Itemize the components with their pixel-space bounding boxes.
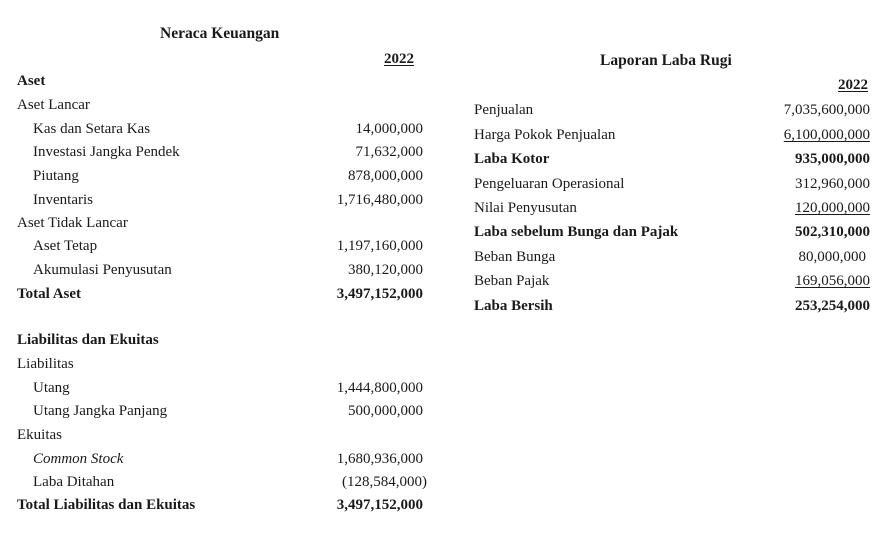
balance-sheet-title: Neraca Keuangan: [160, 25, 280, 42]
income-statement-year: 2022: [838, 77, 868, 93]
row-value: 14,000,000: [355, 121, 423, 137]
liabilities-label: Liabilitas: [17, 356, 74, 372]
row-value: 1,680,936,000: [336, 451, 423, 467]
equity-label: Ekuitas: [17, 427, 62, 443]
row-label: Harga Pokok Penjualan: [474, 127, 616, 143]
row-value: 500,000,000: [348, 403, 423, 419]
row-label: Utang Jangka Panjang: [33, 403, 168, 419]
row-value: 120,000,000: [795, 200, 870, 216]
row-label: Laba Bersih: [474, 298, 553, 314]
row-label: Utang: [33, 380, 70, 396]
income-statement-title: Laporan Laba Rugi: [600, 52, 732, 69]
row-label: Laba sebelum Bunga dan Pajak: [474, 224, 679, 240]
row-value: 312,960,000: [795, 176, 870, 192]
row-value: (128,584,000): [342, 474, 427, 490]
row-label: Inventaris: [33, 192, 93, 208]
row-value: 502,310,000: [795, 224, 870, 240]
row-label: Akumulasi Penyusutan: [33, 262, 172, 278]
row-label: Laba Kotor: [474, 151, 550, 167]
row-value: 7,035,600,000: [783, 102, 870, 118]
assets-heading: Aset: [17, 73, 46, 89]
current-assets-label: Aset Lancar: [17, 97, 90, 113]
row-value: 380,120,000: [348, 262, 423, 278]
row-label: Beban Bunga: [474, 249, 556, 265]
row-value: 935,000,000: [795, 151, 870, 167]
row-label: Pengeluaran Operasional: [474, 176, 625, 192]
row-value: 80,000,000: [798, 249, 866, 265]
row-value: 1,444,800,000: [336, 380, 423, 396]
row-label: Aset Tetap: [33, 238, 98, 254]
row-value: 253,254,000: [795, 298, 870, 314]
row-label: Laba Ditahan: [33, 474, 115, 490]
row-label: Kas dan Setara Kas: [33, 121, 151, 137]
row-label: Penjualan: [474, 102, 534, 118]
row-value: 878,000,000: [348, 168, 423, 184]
noncurrent-assets-label: Aset Tidak Lancar: [17, 215, 128, 231]
total-assets-value: 3,497,152,000: [336, 286, 423, 302]
row-value: 71,632,000: [355, 144, 423, 160]
total-liabilities-equity-label: Total Liabilitas dan Ekuitas: [17, 497, 196, 513]
row-label: Nilai Penyusutan: [474, 200, 577, 216]
total-liabilities-equity-value: 3,497,152,000: [336, 497, 423, 513]
row-label: Common Stock: [33, 451, 124, 467]
liabilities-equity-heading: Liabilitas dan Ekuitas: [17, 332, 159, 348]
row-value: 1,197,160,000: [336, 238, 423, 254]
row-label: Piutang: [33, 168, 79, 184]
row-value: 1,716,480,000: [336, 192, 423, 208]
row-value: 6,100,000,000: [783, 127, 870, 143]
row-label: Beban Pajak: [474, 273, 550, 289]
total-assets-label: Total Aset: [17, 286, 82, 302]
balance-sheet-year: 2022: [384, 51, 414, 67]
row-label: Investasi Jangka Pendek: [33, 144, 180, 160]
row-value: 169,056,000: [795, 273, 870, 289]
